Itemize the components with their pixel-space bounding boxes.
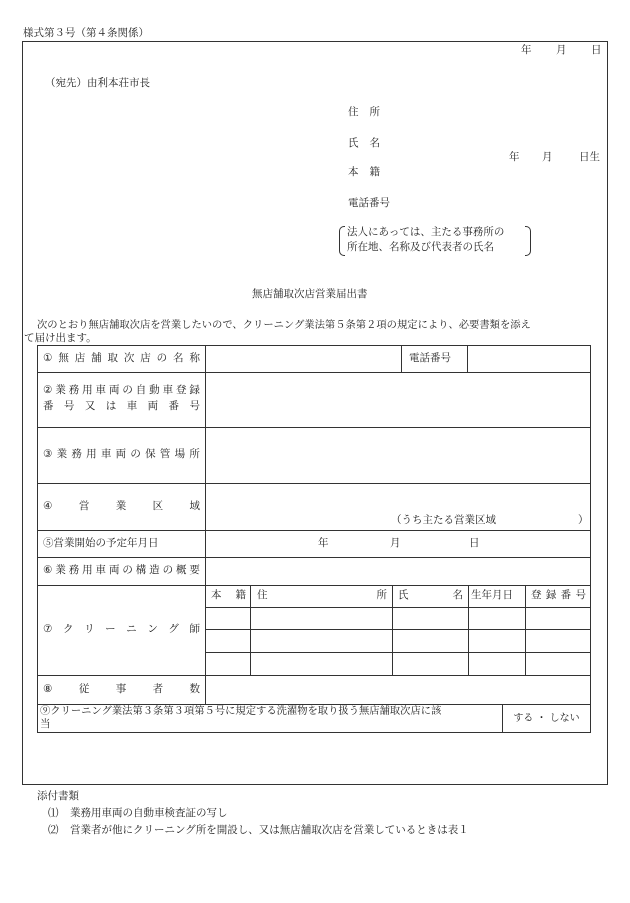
applicant-name-label: 氏 名 [348, 137, 380, 150]
row8-label: ⑧ 従 事 者 数 [43, 682, 200, 695]
row4-note-open: （うち主たる営業区域 [391, 514, 496, 526]
intro-line2: て届け出ます。 [24, 332, 97, 344]
col-name: 氏 名 [398, 589, 463, 602]
attachment-1-number: ⑴ [48, 807, 59, 819]
applicant-phone-label: 電話番号 [348, 197, 390, 209]
applicant-domicile-label: 本 籍 [348, 166, 380, 179]
cleaner-row-2[interactable] [206, 630, 590, 652]
table-border-right [590, 345, 591, 732]
employee-count-field[interactable] [206, 676, 590, 704]
right-bracket [525, 226, 531, 256]
row9-choice[interactable]: する ・ しない [513, 712, 580, 724]
form-number: 様式第３号（第４条関係） [23, 27, 149, 39]
birth-day: 日生 [579, 151, 600, 163]
date-day: 日 [591, 44, 602, 56]
start-day: 日 [469, 537, 480, 549]
birth-year: 年 [509, 151, 520, 163]
cleaner-row-3[interactable] [206, 653, 590, 675]
grid-line [37, 732, 591, 733]
date-month: 月 [556, 44, 567, 56]
attachments-heading: 添付書類 [37, 790, 79, 802]
storage-location-field[interactable] [206, 428, 590, 483]
row2-label: ② 業 務 用 車 両 の 自 動 車 登 録 番 号 又 は 車 両 番 号 [43, 384, 200, 412]
date-year: 年 [521, 44, 532, 56]
cleaner-row-1[interactable] [206, 608, 590, 629]
corp-note-line1: 法人にあっては、主たる事務所の [347, 226, 505, 238]
grid-line [401, 345, 402, 372]
document-title: 無店舗取次店営業届出書 [252, 288, 368, 300]
row6-label: ⑥ 業 務 用 車 両 の 構 造 の 概 要 [43, 564, 200, 577]
row1-phone-label: 電話番号 [409, 351, 451, 364]
birth-month: 月 [542, 151, 553, 163]
col-birthdate: 生年月日 [471, 589, 513, 602]
col-address: 住 所 [257, 589, 387, 602]
col-domicile: 本 籍 [211, 589, 246, 602]
row7-label: ⑦ ク リ ー ニ ン グ 師 [43, 623, 200, 636]
vehicle-number-field[interactable] [206, 373, 590, 427]
col-registration: 登 録 番 号 [531, 589, 586, 602]
applicant-address-label: 住 所 [348, 106, 380, 119]
corp-note-line2: 所在地、名称及び代表者の氏名 [347, 241, 494, 253]
attachment-1-text: 業務用車両の自動車検査証の写し [70, 807, 228, 819]
vehicle-structure-field[interactable] [206, 558, 590, 585]
start-month: 月 [390, 537, 401, 549]
row5-label: ⑤営業開始の予定年月日 [43, 536, 159, 549]
shop-phone-field[interactable] [468, 346, 590, 372]
shop-name-field[interactable] [206, 346, 401, 372]
row9-label-line2: 当 [40, 718, 51, 730]
intro-line1: 次のとおり無店舗取次店を営業したいので、クリーニング業法第５条第２項の規定により、必要書類を添え [37, 319, 531, 331]
row3-label: ③ 業 務 用 車 両 の 保 管 場 所 [43, 448, 200, 461]
row4-note-close: ） [578, 514, 589, 526]
row4-label: ④ 営 業 区 域 [43, 499, 200, 512]
attachment-2-text: 営業者が他にクリーニング所を開設し、又は無店舗取次店を営業しているときは表１ [70, 824, 469, 836]
table-border-left [37, 345, 38, 732]
row1-label: ① 無 店 舗 取 次 店 の 名 称 [43, 351, 200, 364]
attachment-2-number: ⑵ [48, 824, 59, 836]
addressee: （宛先）由利本荘市長 [45, 77, 150, 89]
left-bracket [339, 226, 345, 256]
business-area-field[interactable] [206, 484, 590, 514]
start-year: 年 [318, 537, 329, 549]
row9-label-line1: ⑨クリーニング業法第３条第３項第５号に規定する洗濯物を取り扱う無店舗取次店に該 [40, 705, 442, 717]
